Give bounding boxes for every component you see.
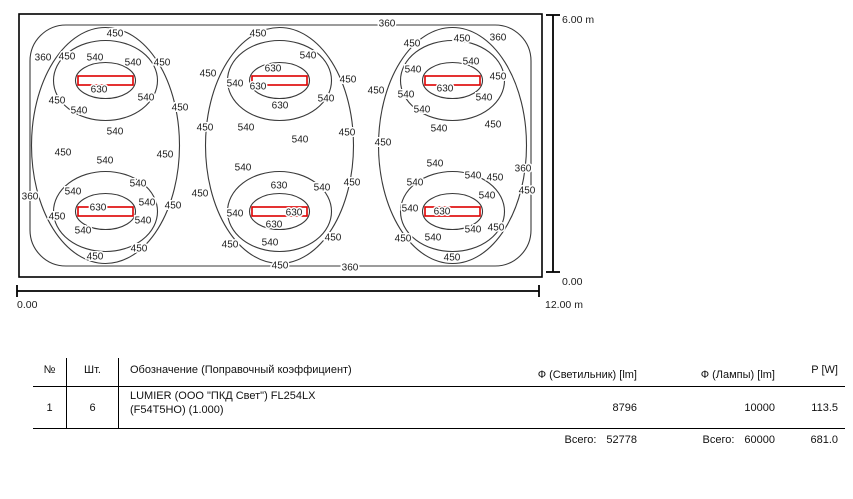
contour-label: 540 — [96, 155, 114, 167]
contour-label: 450 — [221, 239, 239, 251]
total-flux-lamps — [640, 434, 778, 446]
dim-label-y-zero: 0.00 — [562, 276, 583, 288]
total-power-value: 681.0 — [810, 434, 838, 446]
contour-label: 360 — [489, 32, 507, 44]
dim-label-height: 6.00 m — [562, 14, 595, 26]
contour-label: 450 — [106, 28, 124, 40]
contour-label: 540 — [234, 162, 252, 174]
contour-label: 630 — [433, 206, 451, 218]
contour-label: 540 — [478, 190, 496, 202]
contour-label: 450 — [487, 222, 505, 234]
col-header-flux-lamps: Ф (Лампы) [lm] — [700, 369, 775, 381]
contour-label: 630 — [90, 84, 108, 96]
contour-label: 540 — [64, 186, 82, 198]
contour-label: 540 — [430, 123, 448, 135]
contour-label: 450 — [271, 260, 289, 272]
contour-label: 450 — [394, 233, 412, 245]
col-header-num: № — [43, 364, 56, 376]
contour-label: 450 — [324, 232, 342, 244]
col-header-designation: Обозначение (Поправочный коэффициент) — [130, 364, 352, 376]
row-flux-lamps: 10000 — [744, 401, 775, 414]
col-header-flux-luminaire: Ф (Светильник) [lm] — [537, 369, 637, 381]
contour-label: 450 — [86, 251, 104, 263]
contour-label: 540 — [86, 52, 104, 64]
col-header-power: P [W] — [811, 364, 838, 376]
contour-label: 540 — [137, 92, 155, 104]
totals-row — [33, 429, 845, 446]
contour-label: 630 — [265, 219, 283, 231]
row-flux-luminaire: 8796 — [612, 401, 637, 414]
total-label: Всего: — [564, 434, 597, 446]
contour-label: 450 — [486, 172, 504, 184]
table-header-row — [33, 358, 845, 387]
contour-label: 540 — [291, 134, 309, 146]
contour-label: 450 — [489, 71, 507, 83]
dim-label-x-zero: 0.00 — [17, 299, 38, 311]
contour-label: 630 — [249, 81, 267, 93]
contour-label: 540 — [464, 224, 482, 236]
contour-label: 540 — [313, 182, 331, 194]
contour-label: 450 — [403, 38, 421, 50]
contour-label: 450 — [58, 51, 76, 63]
contour-label: 630 — [271, 100, 289, 112]
contour-label: 450 — [191, 188, 209, 200]
contour-label: 360 — [378, 18, 396, 30]
contour-label: 540 — [138, 197, 156, 209]
contour-label: 360 — [341, 262, 359, 274]
contour-label: 450 — [343, 177, 361, 189]
contour-label: 450 — [367, 85, 385, 97]
contour-label: 630 — [285, 207, 303, 219]
contour-label: 450 — [130, 243, 148, 255]
contour-label: 540 — [462, 56, 480, 68]
total-label: Всего: — [702, 434, 735, 446]
contour-label: 540 — [226, 208, 244, 220]
contour-label: 450 — [196, 122, 214, 134]
contour-label: 450 — [338, 127, 356, 139]
contour-label: 630 — [436, 83, 454, 95]
contour-label: 540 — [134, 215, 152, 227]
contour-label: 540 — [464, 170, 482, 182]
contour-label: 450 — [156, 149, 174, 161]
total-flux-luminaire-value: 52778 — [606, 434, 637, 446]
contour-label: 450 — [48, 95, 66, 107]
contour-label: 540 — [70, 105, 88, 117]
contour-label: 540 — [299, 50, 317, 62]
isolux-contour-plot — [0, 0, 620, 318]
row-qty: 6 — [66, 387, 119, 428]
contour-label: 540 — [124, 57, 142, 69]
contour-label: 540 — [397, 89, 415, 101]
contour-label: 450 — [374, 137, 392, 149]
contour-label: 450 — [453, 33, 471, 45]
contour-label: 540 — [106, 126, 124, 138]
contour-label: 540 — [406, 177, 424, 189]
contour-label: 450 — [518, 185, 536, 197]
contour-label: 540 — [426, 158, 444, 170]
contour-label: 540 — [401, 203, 419, 215]
total-flux-lamps-value: 60000 — [744, 434, 775, 446]
contour-label: 540 — [261, 237, 279, 249]
contour-label: 540 — [475, 92, 493, 104]
contour-label: 450 — [443, 252, 461, 264]
table-row — [33, 387, 845, 429]
designation-line2: (F54T5HO) (1.000) — [130, 403, 224, 416]
contour-label: 360 — [514, 163, 532, 175]
contour-label: 450 — [48, 211, 66, 223]
contour-label: 450 — [484, 119, 502, 131]
contour-label: 360 — [34, 52, 52, 64]
contour-label: 540 — [129, 178, 147, 190]
contour-label: 450 — [199, 68, 217, 80]
total-flux-luminaire — [455, 434, 640, 446]
designation-line1: LUMIER (ООО "ПКД Свет") FL254LX — [130, 390, 316, 402]
dim-label-width: 12.00 m — [545, 299, 583, 311]
contour-label: 630 — [264, 63, 282, 75]
contour-label: 630 — [270, 180, 288, 192]
contour-label: 450 — [54, 147, 72, 159]
contour-label: 450 — [339, 74, 357, 86]
luminaire-table — [33, 358, 845, 446]
contour-label: 540 — [424, 232, 442, 244]
contour-label: 450 — [164, 200, 182, 212]
contour-label: 540 — [317, 93, 335, 105]
contour-label: 540 — [413, 104, 431, 116]
contour-label: 450 — [153, 57, 171, 69]
contour-label: 450 — [249, 28, 267, 40]
contour-label: 630 — [89, 202, 107, 214]
col-header-qty: Шт. — [66, 358, 119, 386]
row-power: 113.5 — [811, 401, 838, 414]
row-designation — [119, 387, 455, 428]
contour-label: 450 — [171, 102, 189, 114]
contour-label: 540 — [226, 78, 244, 90]
row-num: 1 — [46, 401, 53, 414]
contour-label: 540 — [237, 122, 255, 134]
contour-label: 540 — [74, 225, 92, 237]
contour-label: 540 — [404, 64, 422, 76]
contour-label: 360 — [21, 191, 39, 203]
